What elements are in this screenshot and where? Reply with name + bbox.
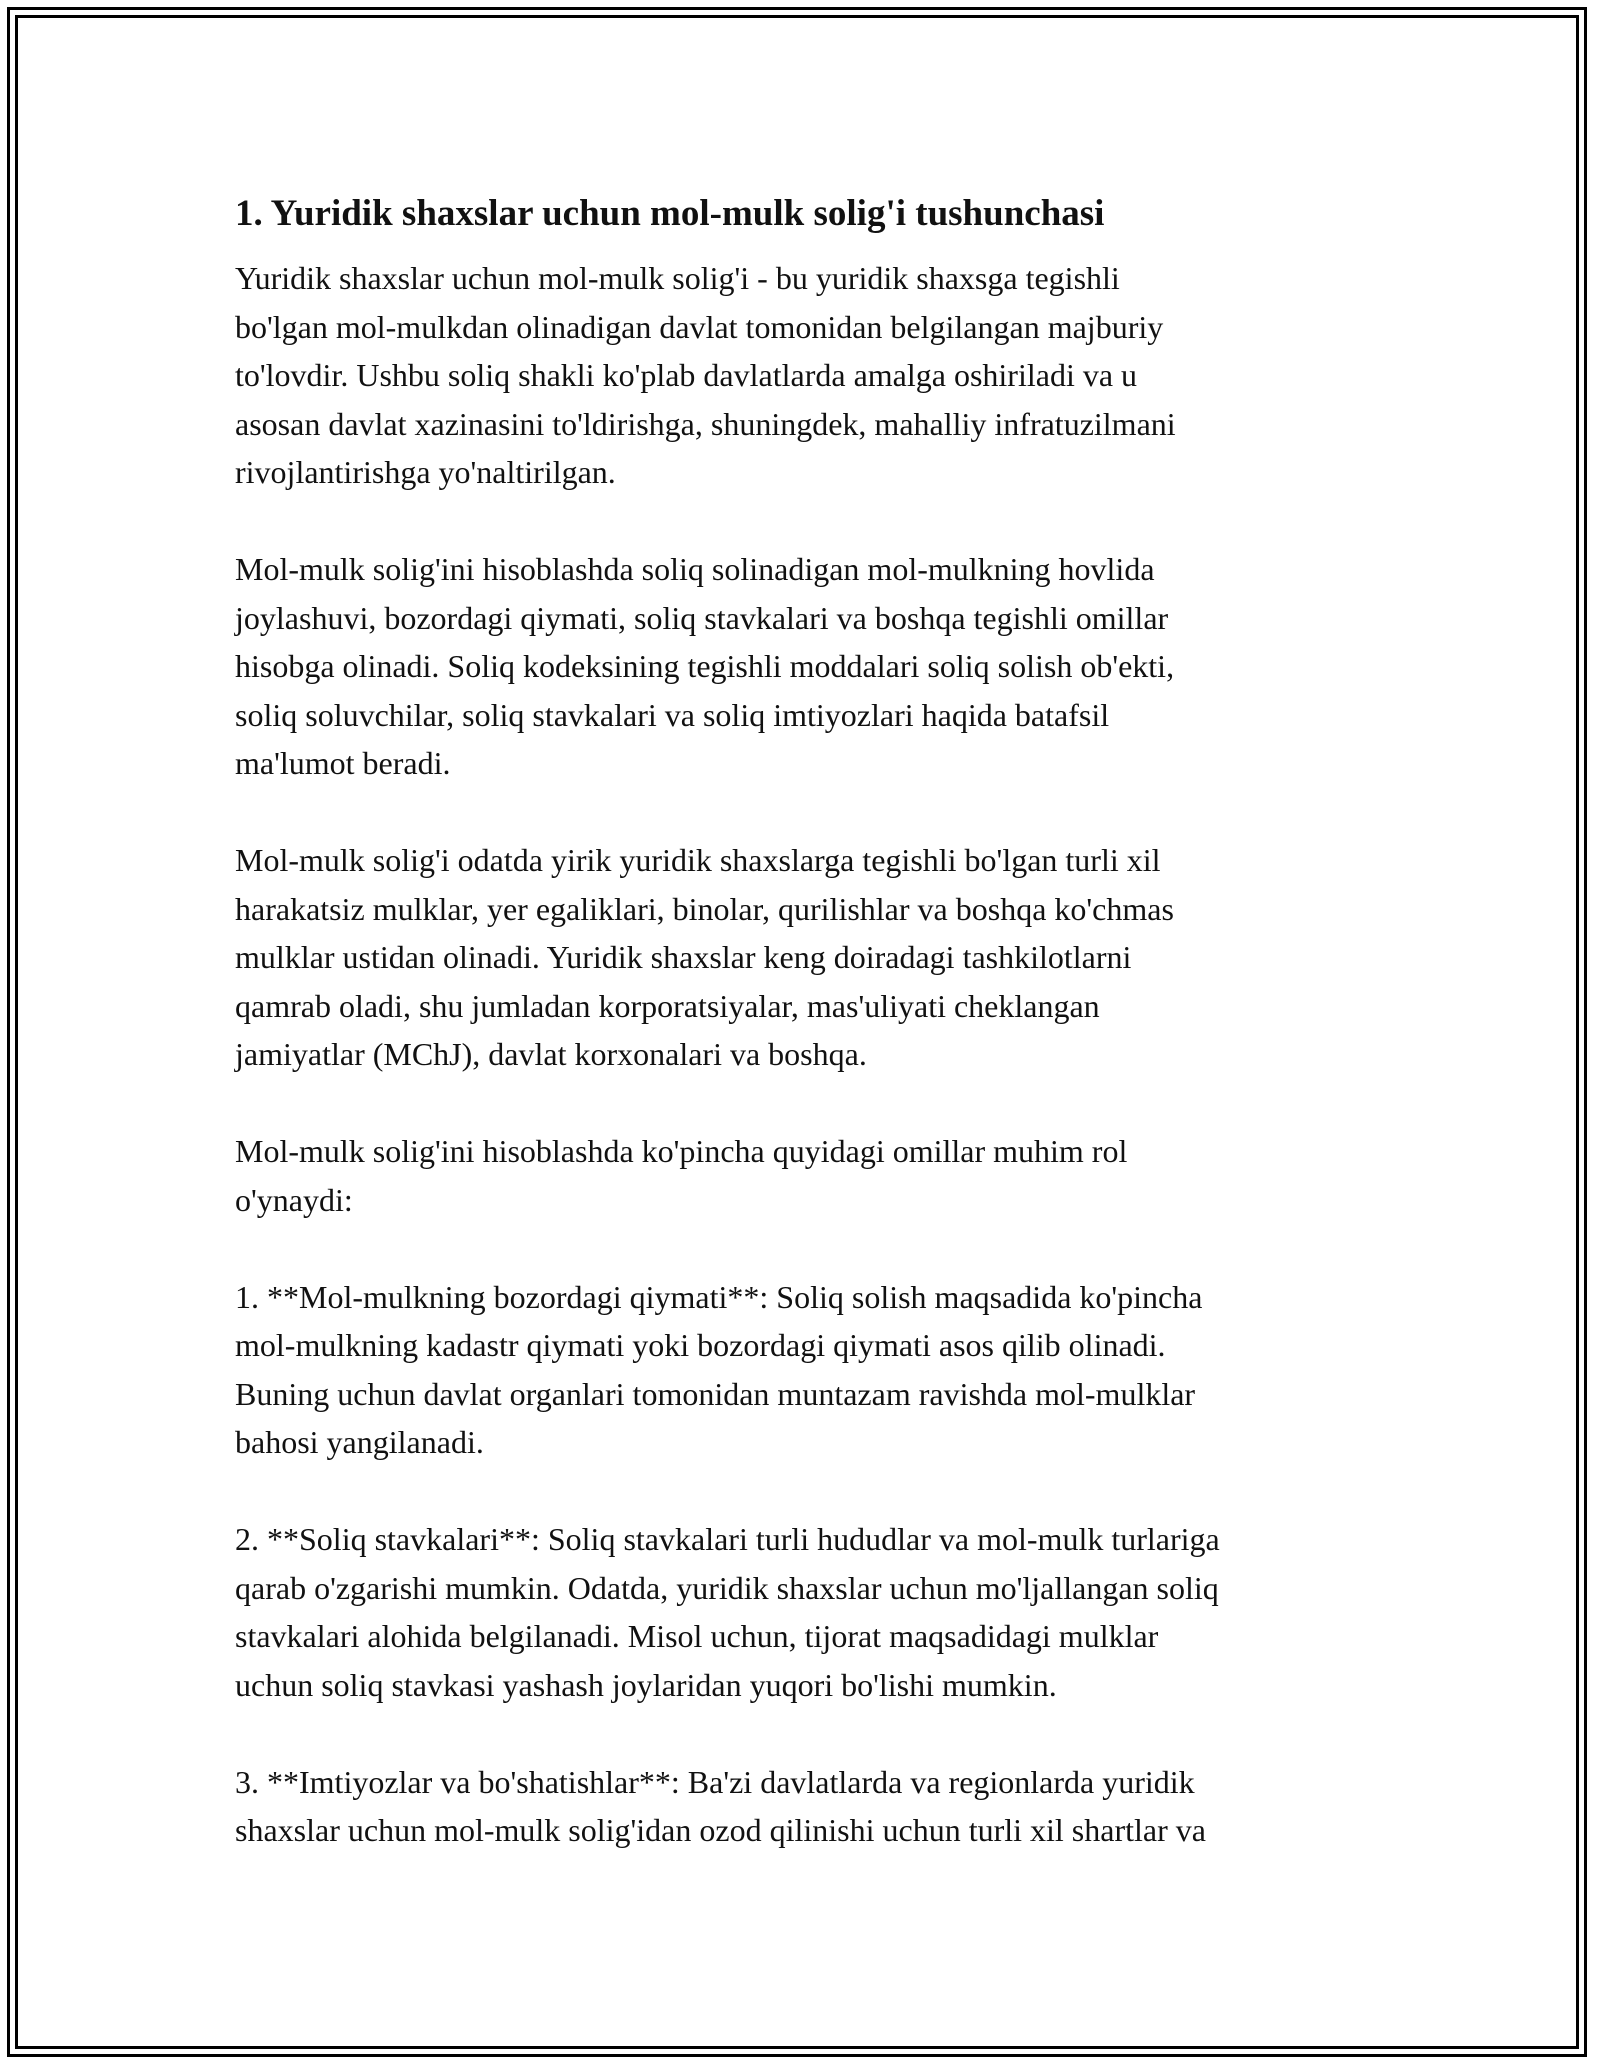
list-item-exemptions: 3. **Imtiyozlar va bo'shatishlar**: Ba'zi davlatlarda va regionlarda yuridik shaxslar uchun mol-mulk solig'idan ozod qilinishi uchun turli xil shartlar va [235, 1763, 1206, 1848]
paragraph-calculation: Mol-mulk solig'ini hisoblashda soliq solinadigan mol-mulkning hovlida joylashuvi, bozordagi qiymati, soliq stavkalari va boshqa tegishli omillar hisobga olinadi. Soliq kodeksining tegishli moddalari soliq solish ob'ekti, soliq soluvchilar, soliq stavkalari va soliq imtiyozlari haqida batafsil ma'lumot beradi. [235, 551, 1175, 781]
paragraph-definition: Yuridik shaxslar uchun mol-mulk solig'i - bu yuridik shaxsga tegishli bo'lgan mol-mulkdan olinadigan davlat tomonidan belgilangan majburiy to'lovdir. Ushbu soliq shakli ko'plab davlatlarda amalga oshiriladi va u asosan davlat xazinasini to'ldirishga, shuningdek, mahalliy infratuzilmani rivojlantirishga yo'naltirilgan. [235, 260, 1176, 490]
paragraph-factors-intro: Mol-mulk solig'ini hisoblashda ko'pincha quyidagi omillar muhim rol o'ynaydi: [235, 1133, 1128, 1218]
paragraph-scope: Mol-mulk solig'i odatda yirik yuridik shaxslarga tegishli bo'lgan turli xil harakatsiz mulklar, yer egaliklari, binolar, qurilishlar va boshqa ko'chmas mulklar ustidan olinadi. Yuridik shaxslar keng doiradagi tashkilotlarni qamrab oladi, shu jumladan korporatsiyalar, mas'uliyati cheklangan jamiyatlar (MChJ), davlat korxonalari va boshqa. [235, 842, 1174, 1072]
document-body [235, 190, 1375, 1855]
list-item-tax-rates: 2. **Soliq stavkalari**: Soliq stavkalari turli hududlar va mol-mulk turlariga qarab o'zgarishi mumkin. Odatda, yuridik shaxslar uchun mo'ljallangan soliq stavkalari alohida belgilanadi. Misol uchun, tijorat maqsadidagi mulklar uchun soliq stavkasi yashash joylaridan yuqori bo'lishi mumkin. [235, 1521, 1220, 1703]
section-heading: 1. Yuridik shaxslar uchun mol-mulk solig'i tushunchasi [235, 193, 1105, 234]
list-item-market-value: 1. **Mol-mulkning bozordagi qiymati**: Soliq solish maqsadida ko'pincha mol-mulkning kadastr qiymati yoki bozordagi qiymati asos qilib olinadi. Buning uchun davlat organlari tomonidan muntazam ravishda mol-mulklar bahosi yangilanadi. [235, 1278, 1203, 1460]
